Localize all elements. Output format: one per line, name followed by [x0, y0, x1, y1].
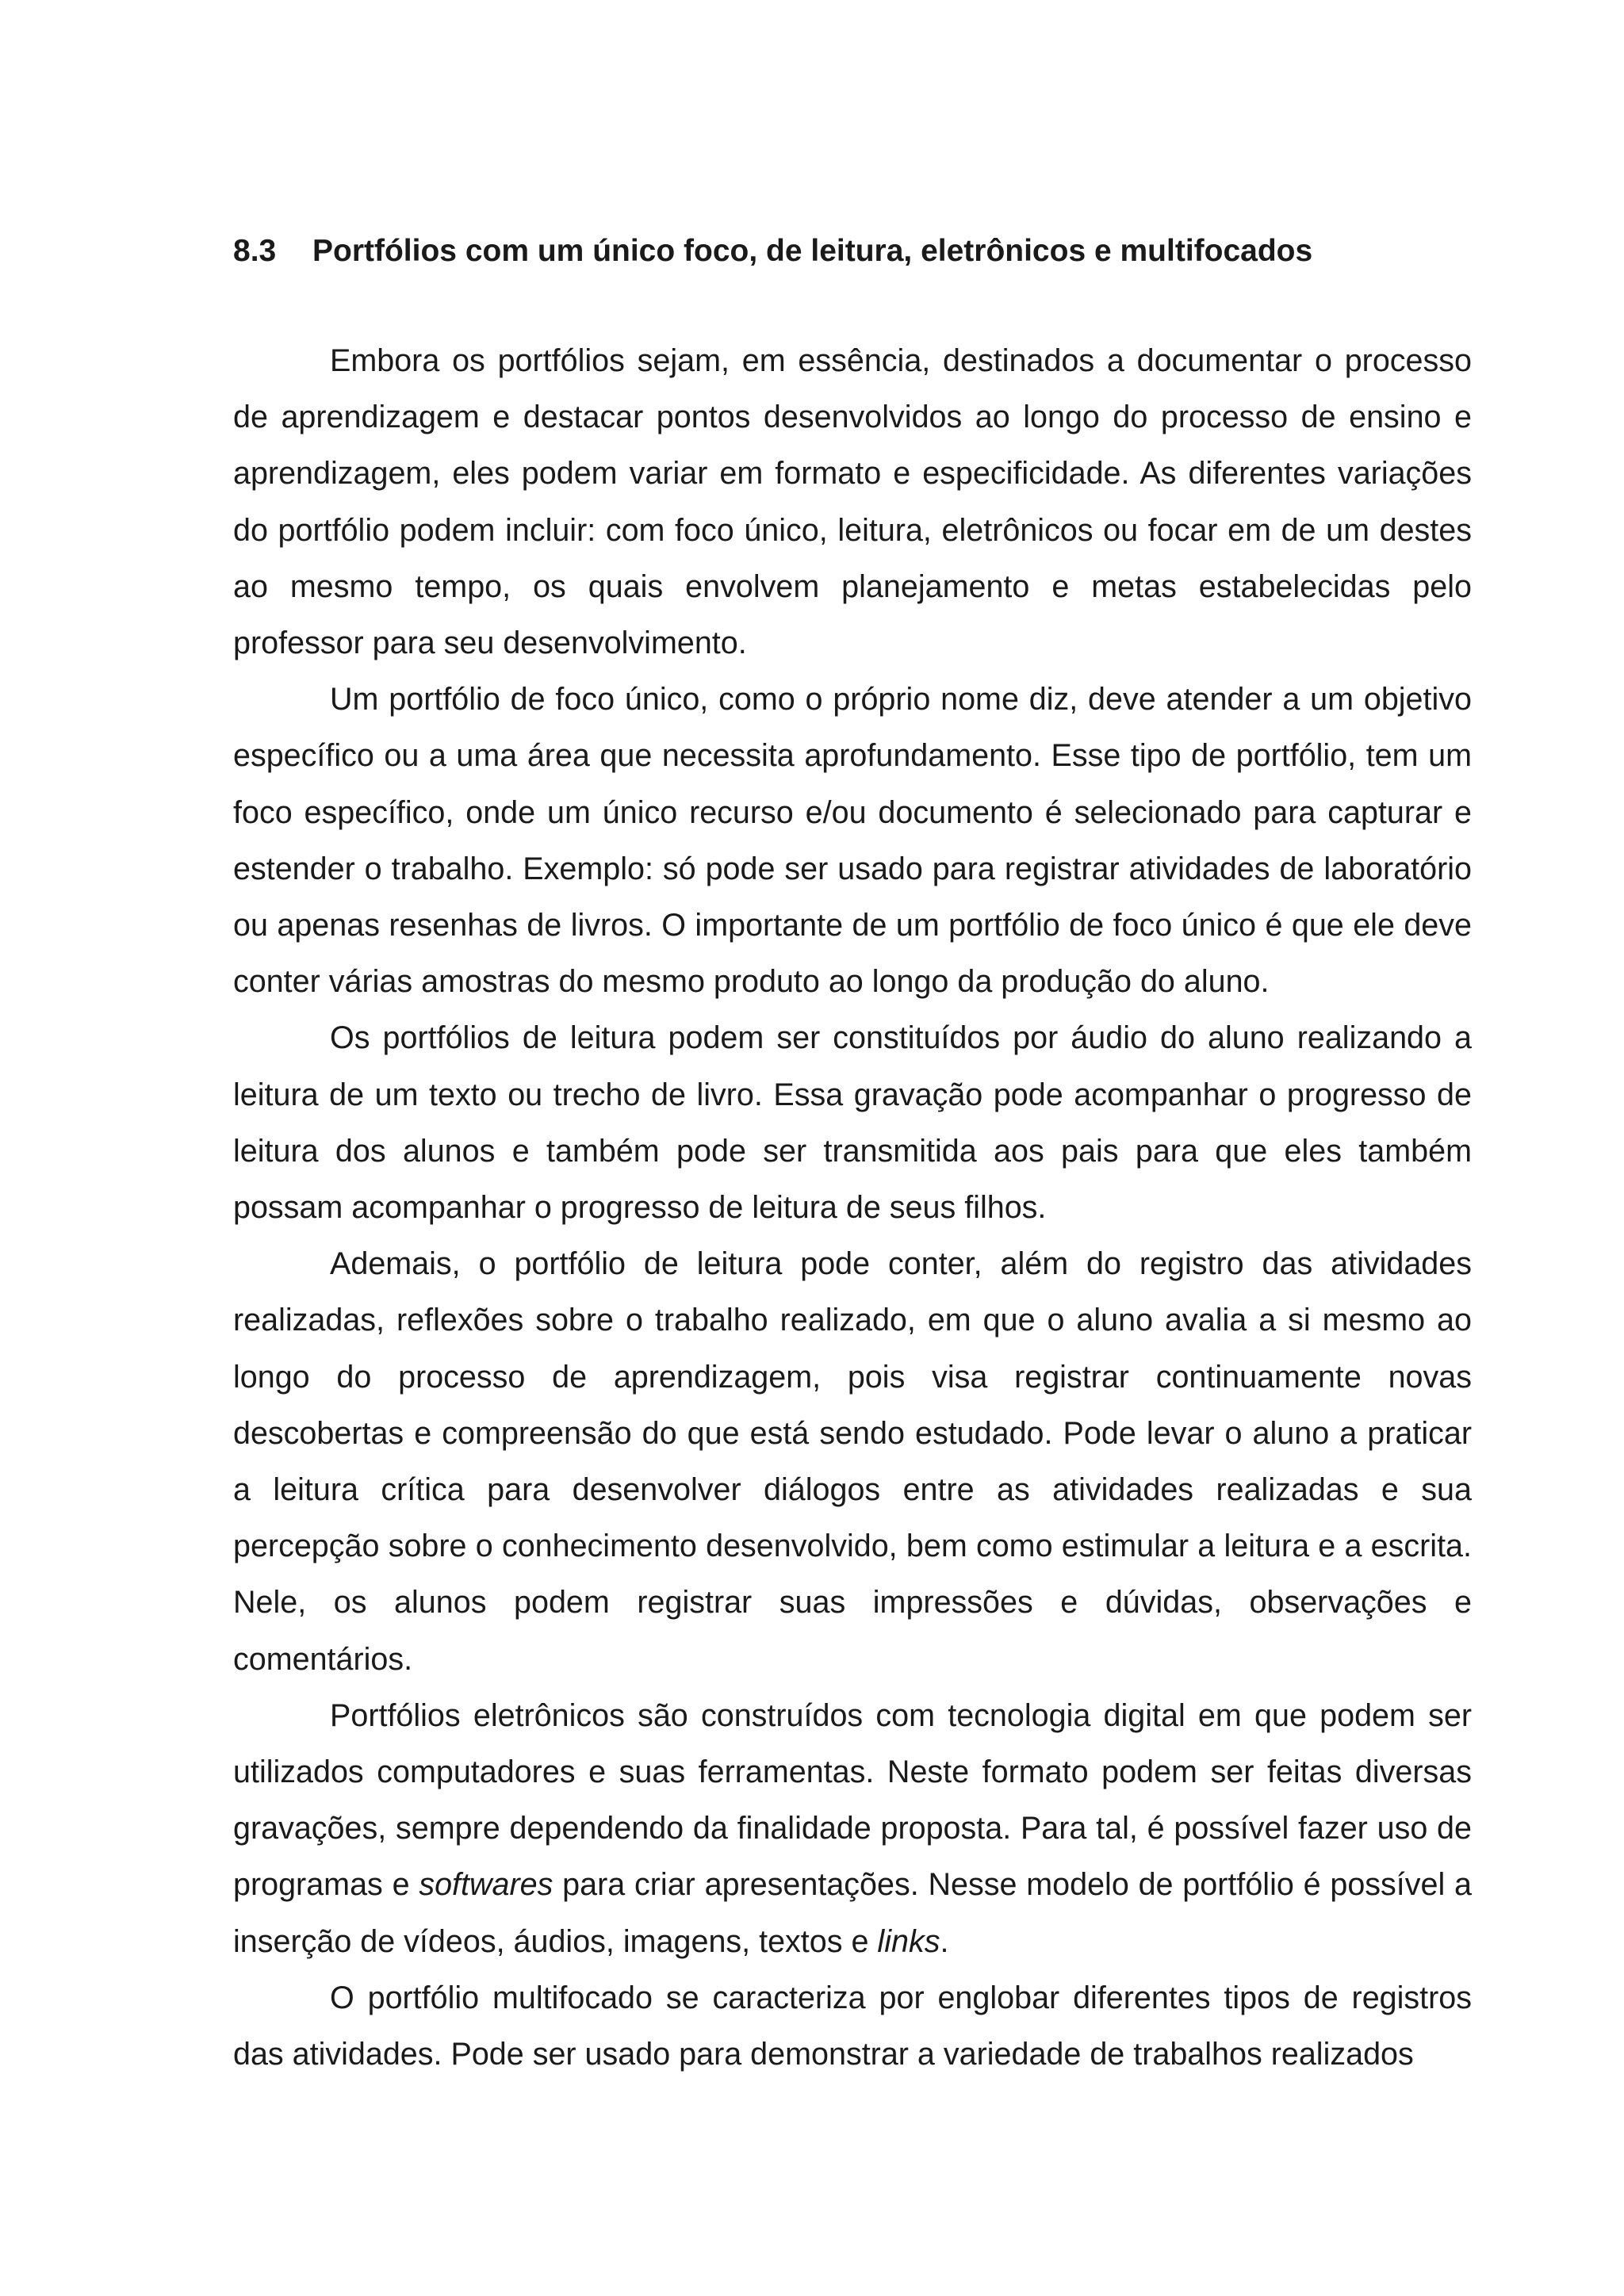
paragraph [233, 1688, 1472, 1970]
emphasis-softwares: softwares [419, 1867, 553, 1903]
paragraph-text: para criar apresentações. Nesse modelo de portfólio é possível a inserção de vídeos, áudios, imagens, textos e [233, 1867, 1473, 1959]
emphasis-links: links [877, 1923, 940, 1959]
paragraph-text: . [940, 1923, 949, 1959]
section-number: 8.3 [233, 234, 277, 268]
paragraph: Ademais, o portfólio de leitura pode conter, além do registro das atividades realizadas, reflexões sobre o trabalho realizado, em que o aluno avalia a si mesmo ao longo do processo de aprendizagem, pois visa registrar continuamente novas descobertas e compreensão do que está sendo estudado. Pode levar o aluno a praticar a leitura crítica para desenvolver diálogos entre as atividades realizadas e sua percepção sobre o conhecimento desenvolvido, bem como estimular a leitura e a escrita. Nele, os alunos podem registrar suas impressões e dúvidas, observações e comentários. [233, 1246, 1472, 1677]
paragraph: Os portfólios de leitura podem ser constituídos por áudio do aluno realizando a leitura de um texto ou trecho de livro. Essa gravação pode acompanhar o progresso de leitura dos alunos e também pode ser transmitida aos pais para que eles também possam acompanhar o progresso de leitura de seus filhos. [233, 1020, 1472, 1226]
paragraph: O portfólio multifocado se caracteriza por englobar diferentes tipos de registros das atividades. Pode ser usado para demonstrar a variedade de trabalhos realizados [233, 1980, 1472, 2072]
paragraph: Embora os portfólios sejam, em essência, destinados a documentar o processo de aprendizagem e destacar pontos desenvolvidos ao longo do processo de ensino e aprendizagem, eles podem variar em formato e especificidade. As diferentes variações do portfólio podem incluir: com foco único, leitura, eletrônicos ou focar em de um destes ao mesmo tempo, os quais envolvem planejamento e metas estabelecidas pelo professor para seu desenvolvimento. [233, 343, 1472, 661]
paragraph: Um portfólio de foco único, como o próprio nome diz, deve atender a um objetivo específico ou a uma área que necessita aprofundamento. Esse tipo de portfólio, tem um foco específico, onde um único recurso e/ou documento é selecionado para capturar e estender o trabalho. Exemplo: só pode ser usado para registrar atividades de laboratório ou apenas resenhas de livros. O importante de um portfólio de foco único é que ele deve conter várias amostras do mesmo produto ao longo da produção do aluno. [233, 682, 1472, 1000]
section-title: Portfólios com um único foco, de leitura, eletrônicos e multifocados [312, 234, 1313, 268]
section-heading [233, 228, 1486, 275]
paragraph-text: Portfólios eletrônicos são construídos com tecnologia digital em que podem ser utilizados computadores e suas ferramentas. Neste formato podem ser feitas diversas gravações, sempre dependendo da finalidade proposta. Para tal, é possível fazer uso de programas e [233, 1697, 1472, 1903]
body-text [233, 333, 1472, 2083]
